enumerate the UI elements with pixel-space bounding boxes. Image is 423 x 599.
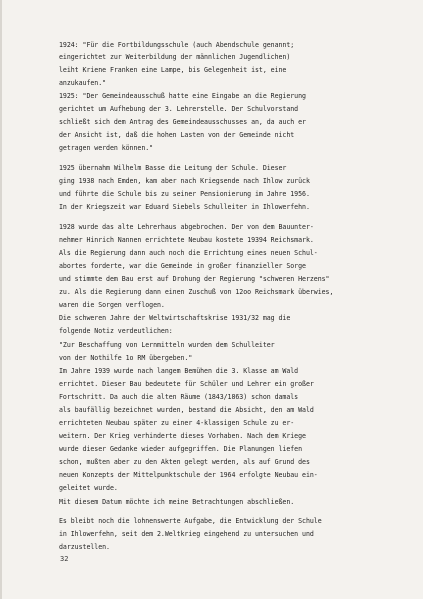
text-line: von der Nothilfe 1o RM übergeben.": [59, 354, 193, 362]
text-line: gerichtet um Aufhebung der 3. Lehrerstelle. Der Schulvorstand: [59, 105, 299, 113]
text-line: darzustellen.: [59, 543, 110, 551]
text-line: folgende Notiz verdeutlichen:: [59, 327, 173, 335]
text-line: schon, mußten aber zu den Akten gelegt werden, als auf Grund des: [59, 458, 310, 466]
text-line: eingerichtet zur Weiterbildung der männlichen Jugendlichen): [59, 53, 291, 61]
text-line: Die schweren Jahre der Weltwirtschaftskrise 1931/32 mag die: [59, 314, 291, 322]
text-line: der Ansicht ist, daß die hohen Lasten von der Gemeinde nicht: [59, 131, 295, 139]
text-line: zu. Als die Regierung dann einen Zuschuß von 12oo Reichsmark überwies,: [59, 288, 334, 296]
text-line: in Ihlowerfehn, seit dem 2.Weltkrieg eingehend zu untersuchen und: [59, 530, 314, 538]
text-line: 1925: "Der Gemeindeausschuß hatte eine Eingabe an die Regierung: [59, 92, 306, 100]
text-line: 1924: "Für die Fortbildungsschule (auch Abendschule genannt;: [59, 41, 295, 49]
text-line: Als die Regierung dann auch noch die Errichtung eines neuen Schul-: [59, 249, 318, 257]
text-line: weitern. Der Krieg verhinderte dieses Vorhaben. Nach dem Kriege: [59, 432, 306, 440]
page-number: 32: [60, 555, 69, 563]
text-line: "Zur Beschaffung von Lernmitteln wurden dem Schulleiter: [59, 341, 275, 349]
text-line: schließt sich dem Antrag des Gemeindeausschusses an, da auch er: [59, 118, 306, 126]
text-line: Im Jahre 1939 wurde nach langem Bemühen die 3. Klasse am Wald: [59, 367, 299, 375]
text-line: getragen werden können.": [59, 144, 154, 152]
text-line: geleitet wurde.: [59, 484, 118, 492]
text-line: Es bleibt noch die lohnenswerte Aufgabe, die Entwicklung der Schule: [59, 517, 322, 525]
text-line: In der Kriegszeit war Eduard Siebels Schulleiter in Ihlowerfehn.: [59, 203, 310, 211]
text-line: neuen Konzepts der Mittelpunktschule der 1964 erfolgte Neubau ein-: [59, 471, 318, 479]
text-line: als baufällig bezeichnet wurden, bestand die Absicht, den am Wald: [59, 406, 314, 414]
text-line: abortes forderte, war die Gemeinde in großer finanzieller Sorge: [59, 262, 306, 270]
text-line: errichteten Neubau später zu einer 4-klassigen Schule zu er-: [59, 419, 295, 427]
text-line: Mit diesem Datum möchte ich meine Betrachtungen abschließen.: [59, 498, 295, 506]
text-line: und führte die Schule bis zu seiner Pensionierung im Jahre 1956.: [59, 190, 310, 198]
text-line: ging 1938 nach Emden, kam aber nach Kriegsende nach Ihlow zurück: [59, 177, 310, 185]
text-line: Fortschritt. Da auch die alten Räume (1843/1863) schon damals: [59, 393, 299, 401]
text-line: leiht Kriene Franken eine Lampe, bis Gelegenheit ist, eine: [59, 66, 287, 74]
text-line: wurde dieser Gedanke wieder aufgegriffen. Die Planungen liefen: [59, 445, 303, 453]
text-line: errichtet. Dieser Bau bedeutete für Schüler und Lehrer ein großer: [59, 380, 314, 388]
text-line: 1928 wurde das alte Lehrerhaus abgebrochen. Der von dem Bauunter-: [59, 223, 314, 231]
text-line: 1925 übernahm Wilhelm Basse die Leitung der Schule. Dieser: [59, 164, 287, 172]
text-line: anzukaufen.": [59, 79, 107, 87]
text-line: und stimmte dem Bau erst auf Drohung der Regierung "schweren Herzens": [59, 275, 330, 283]
text-line: waren die Sorgen verflogen.: [59, 301, 165, 309]
text-line: nehmer Hinrich Nannen errichtete Neubau kostete 19394 Reichsmark.: [59, 236, 314, 244]
